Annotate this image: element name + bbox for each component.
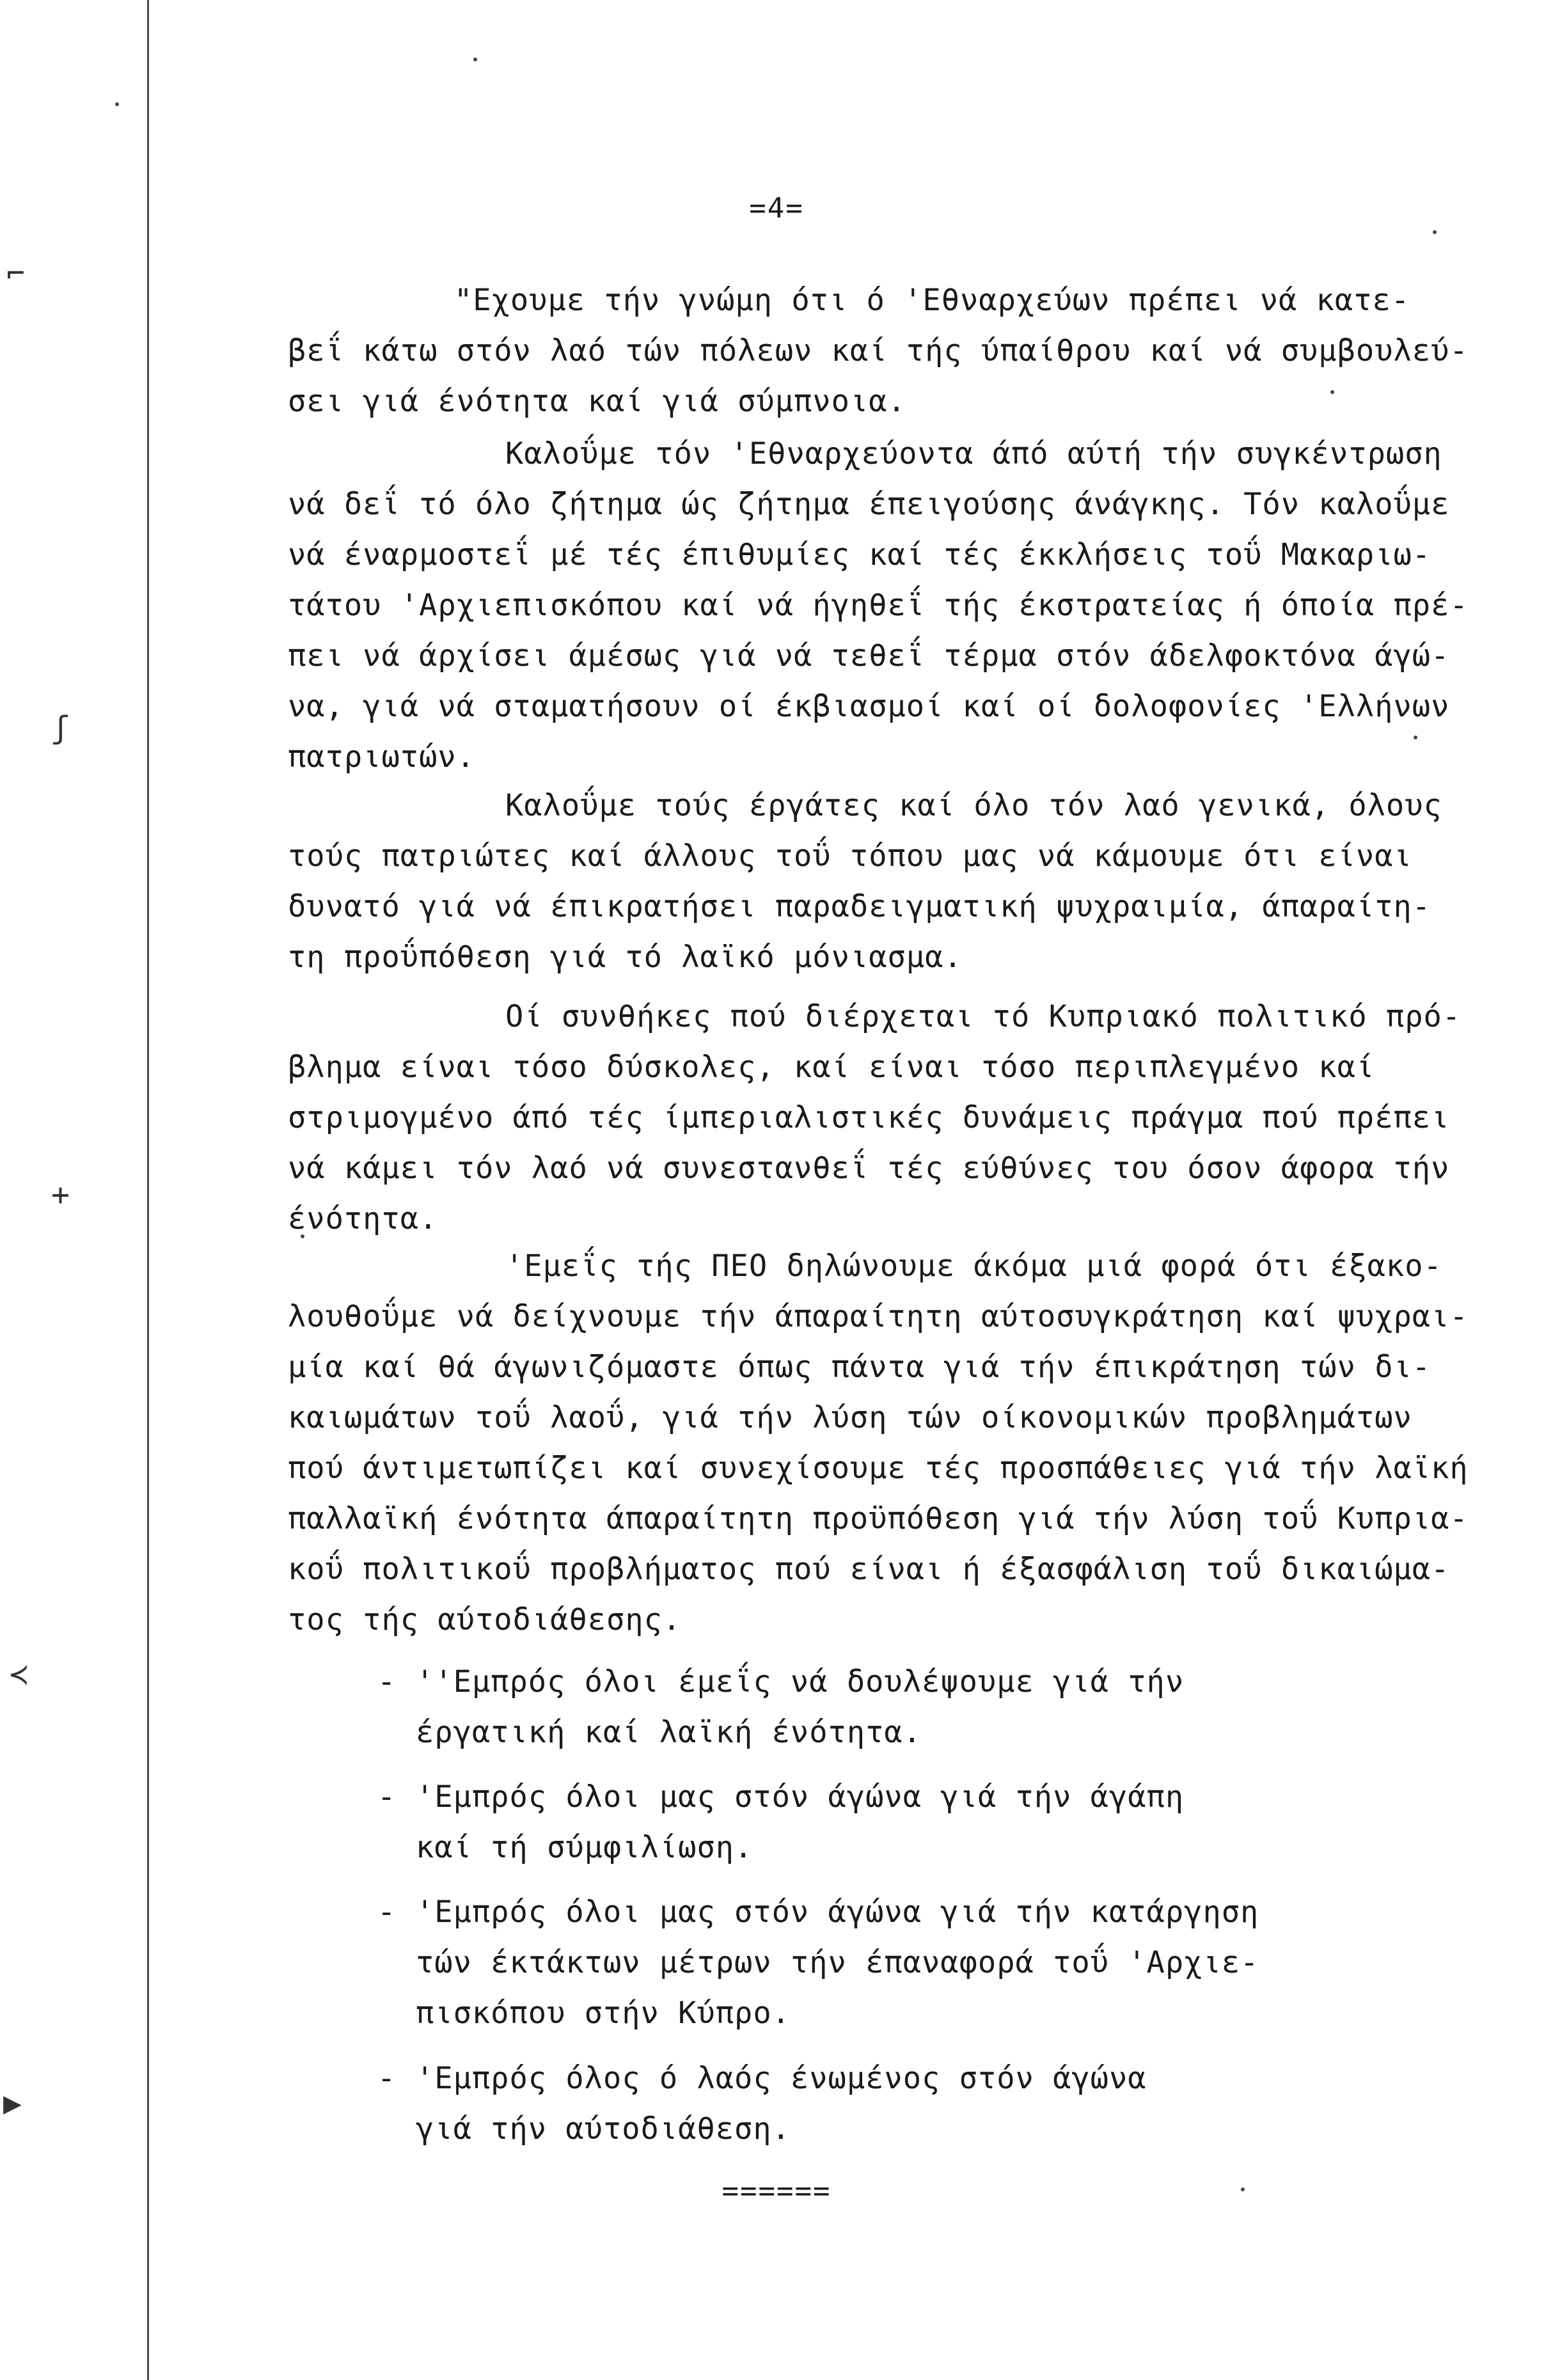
text-line: τος τής αύτοδιάθεσης. (288, 1602, 682, 1637)
text-line: Οί συνθήκες πού διέρχεται τό Κυπριακό πολιτικό πρό- (505, 999, 1462, 1034)
text-line: νά κάμει τόν λαό νά συνεστανθεΐ τές εύθύνες του όσον άφορα τήν (288, 1151, 1450, 1186)
paragraph-4 (288, 991, 1516, 1244)
text-line: κοΰ πολιτικοΰ προβλήματος πού είναι ή έξασφάλιση τοΰ δικαιώμα- (288, 1552, 1450, 1587)
slogan-line: γιά τήν αύτοδιάθεση. (416, 2111, 791, 2147)
text-line: να, γιά νά σταματήσουν οί έκβιασμοί καί οί δολοφονίες 'Ελλήνων (288, 689, 1450, 724)
slogan-line: ''Εμπρός όλοι έμεΐς νά δουλέψουμε γιά τήν (416, 1664, 1185, 1699)
slogan-item (377, 1887, 1503, 2053)
text-line: στριμογμένο άπό τές ίμπεριαλιστικές δυνάμεις πράγμα πού πρέπει (288, 1100, 1450, 1135)
slogan-item (377, 1657, 1503, 1772)
text-line: τούς πατριώτες καί άλλους τοΰ τόπου μας νά κάμουμε ότι είναι (288, 839, 1412, 874)
text-line: πατριωτών. (288, 739, 475, 775)
text-line: βεΐ κάτω στόν λαό τών πόλεων καί τής ύπαίθρου καί νά συμβουλεύ- (288, 333, 1469, 368)
paragraph-1 (288, 275, 1516, 427)
text-line: 'Εμεΐς τής ΠΕΟ δηλώνουμε άκόμα μιά φορά ότι έξακο- (505, 1249, 1442, 1284)
text-line: βλημα είναι τόσο δύσκολες, καί είναι τόσο περιπλεγμένο καί (288, 1050, 1375, 1085)
bullet-dash: - (377, 2061, 396, 2096)
paragraph-2 (288, 429, 1516, 782)
text-line: δυνατό γιά νά έπικρατήσει παραδειγματική ψυχραιμία, άπαραίτη- (288, 889, 1431, 924)
text-line: Καλοΰμε τόν 'Εθναρχεύοντα άπό αύτή τήν συγκέντρωση (505, 436, 1442, 471)
margin-tick-mark: + (51, 1177, 70, 1213)
slogan-line: καί τή σύμφιλίωση. (416, 1830, 753, 1865)
end-separator: ====== (721, 2175, 832, 2207)
text-line: νά έναρμοστεΐ μέ τές έπιθυμίες καί τές έκκλήσεις τοΰ Μακαριω- (288, 537, 1431, 572)
text-line: σει γιά ένότητα καί γιά σύμπνοια. (288, 384, 906, 419)
text-line: πει νά άρχίσει άμέσως γιά νά τεθεΐ τέρμα στόν άδελφοκτόνα άγώ- (288, 638, 1450, 674)
text-line: παλλαϊκή ένότητα άπαραίτητη προϋπόθεση γιά τήν λύση τοΰ Κυπρια- (288, 1501, 1469, 1536)
left-margin-rule (147, 0, 149, 2380)
margin-tick-mark: ⌐ (6, 256, 25, 292)
bullet-dash: - (377, 1779, 396, 1815)
slogan-item (377, 2053, 1503, 2168)
page-number: =4= (749, 192, 804, 225)
text-line: "Εχουμε τήν γνώμη ότι ό 'Εθναρχεύων πρέπει νά κατε- (454, 283, 1410, 318)
margin-tick-mark: ʃ (51, 710, 70, 746)
paragraph-5 (288, 1241, 1516, 1645)
bullet-dash: - (377, 1664, 396, 1699)
scan-speck (115, 102, 119, 106)
text-line: ένότητα. (288, 1201, 438, 1236)
text-line: λουθοΰμε νά δείχνουμε τήν άπαραίτητη αύτοσυγκράτηση καί ψυχραι- (288, 1299, 1469, 1334)
text-line: καιωμάτων τοΰ λαοΰ, γιά τήν λύση τών οίκονομικών προβλημάτων (288, 1400, 1412, 1435)
slogan-list (377, 1657, 1503, 2168)
slogan-line: έργατική καί λαϊκή ένότητα. (416, 1715, 922, 1750)
margin-tick-mark: ▶ (3, 2085, 22, 2121)
text-line: τη προΰπόθεση γιά τό λαϊκό μόνιασμα. (288, 940, 963, 975)
slogan-item (377, 1772, 1503, 1887)
slogan-line: τών έκτάκτων μέτρων τήν έπαναφορά τοΰ 'Αρχιε- (416, 1945, 1259, 1980)
slogan-line: 'Εμπρός όλος ό λαός ένωμένος στόν άγώνα (416, 2061, 1147, 2096)
bullet-dash: - (377, 1895, 396, 1930)
paragraph-3 (288, 780, 1516, 982)
text-line: νά δεΐ τό όλο ζήτημα ώς ζήτημα έπειγούσης άνάγκης. Τόν καλοΰμε (288, 487, 1450, 522)
text-line: μία καί θά άγωνιζόμαστε όπως πάντα γιά τήν έπικράτηση τών δι- (288, 1350, 1431, 1385)
slogan-line: πισκόπου στήν Κύπρο. (416, 1996, 791, 2031)
slogan-line: 'Εμπρός όλοι μας στόν άγώνα γιά τήν άγάπη (416, 1779, 1185, 1815)
scan-speck (473, 58, 477, 61)
text-line: πού άντιμετωπίζει καί συνεχίσουμε τές προσπάθειες γιά τήν λαϊκή (288, 1451, 1469, 1486)
scan-speck (1433, 230, 1437, 234)
slogan-line: 'Εμπρός όλοι μας στόν άγώνα γιά τήν κατάργηση (416, 1895, 1259, 1930)
text-line: τάτου 'Αρχιεπισκόπου καί νά ήγηθεΐ τής έκστρατείας ή όποία πρέ- (288, 588, 1469, 623)
text-line: Καλοΰμε τούς έργάτες καί όλο τόν λαό γενικά, όλους (505, 788, 1442, 823)
margin-tick-mark: ≺ (10, 1657, 28, 1692)
